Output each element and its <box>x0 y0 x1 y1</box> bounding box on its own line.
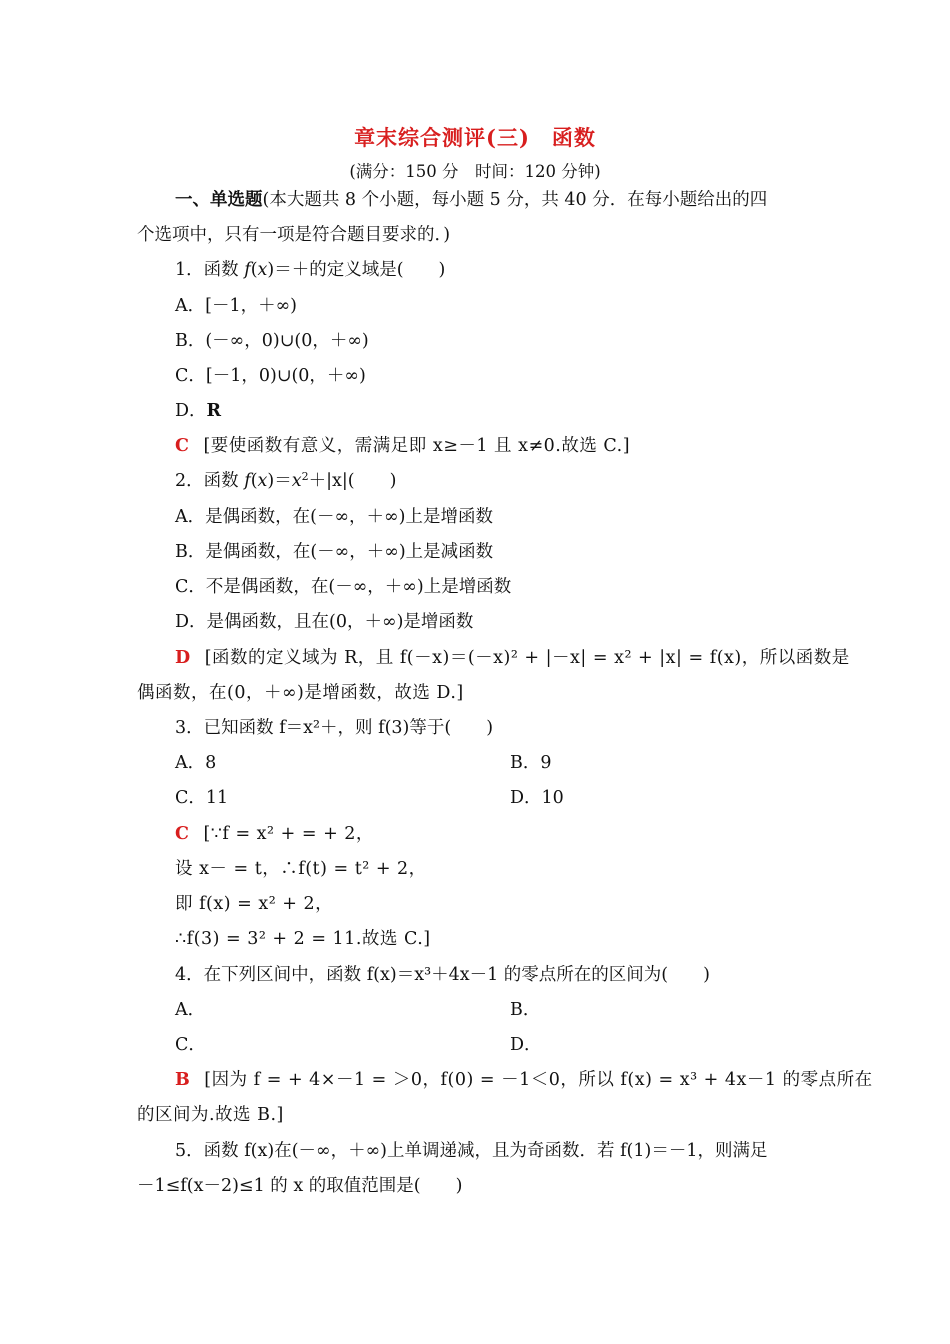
section-intro-line2: 个选项中，只有一项是符合题目要求的．) <box>137 225 451 245</box>
q3-option-a: A．8 <box>175 753 217 773</box>
q2-option-c: C．不是偶函数，在(－∞，＋∞)上是增函数 <box>175 577 512 597</box>
q4-option-a: A． <box>175 1000 206 1020</box>
q1-option-c: C．[－1，0)∪(0，＋∞) <box>175 366 366 386</box>
q4-stem: 4．在下列区间中，函数 f(x)＝x³＋4x－1 的零点所在的区间为( ) <box>175 965 710 985</box>
q2-stem: 2．函数 $f(x)=x^2+|x|$( ) <box>175 470 397 491</box>
q3-stem: 3．已知函数 f＝x²＋，则 f(3)等于( ) <box>175 718 494 738</box>
q3-solution-line2: 设 x－ = t，∴f(t) = t² + 2， <box>175 859 427 879</box>
q3-solution-line3: 即 f(x) = x² + 2， <box>175 894 334 914</box>
q2-answer: D <box>175 648 191 668</box>
q2-option-a: A．是偶函数，在(－∞，＋∞)上是增函数 <box>175 507 493 527</box>
q3-solution-line4: ∴f(3) = 3² + 2 = 11.故选 C.] <box>175 929 431 949</box>
page-title: 章末综合测评(三) 函数 <box>354 125 596 150</box>
section-heading: 一、单选题 <box>175 190 263 210</box>
q5-stem: 5．函数 f(x)在(－∞，＋∞)上单调递减，且为奇函数．若 f(1)＝－1，则满足 <box>175 1141 768 1161</box>
q3-option-d: D．10 <box>510 788 564 808</box>
section-intro <box>175 188 767 212</box>
q5-stem-line2: －1≤f(x－2)≤1 的 x 的取值范围是( ) <box>137 1176 463 1196</box>
q2-solution: D [函数的定义域为 R，且 f(－x)＝(－x)² + |－x| = x² + |x| = f(x)，所以函数是 <box>175 648 850 668</box>
q4-solution-line2: 的区间为.故选 B.] <box>137 1105 284 1125</box>
q4-solution: B [因为 f = + 4×－1 = ＞0，f(0) = －1＜0，所以 f(x) = x³ + 4x－1 的零点所在 <box>175 1070 873 1090</box>
q4-option-b: B． <box>510 1000 541 1020</box>
q3-option-c: C．11 <box>175 788 229 808</box>
q2-solution-line2: 偶函数，在(0，＋∞)是增函数，故选 D.] <box>137 683 464 703</box>
q1-stem: 1．函数 f(x)＝＋的定义域是( ) <box>175 260 446 280</box>
q1-option-d: D．R <box>175 401 222 421</box>
q2-option-b: B．是偶函数，在(－∞，＋∞)上是减函数 <box>175 542 494 562</box>
q4-option-c: C． <box>175 1035 206 1055</box>
q1-option-a: A．[－1，＋∞) <box>175 296 298 316</box>
q2-option-d: D．是偶函数，且在(0，＋∞)是增函数 <box>175 612 474 632</box>
q3-answer: C <box>175 824 190 844</box>
q1-option-b: B．(－∞，0)∪(0，＋∞) <box>175 331 369 351</box>
q1-answer: C <box>175 436 190 456</box>
q4-option-d: D． <box>510 1035 542 1055</box>
q3-option-b: B．9 <box>510 753 552 773</box>
q3-solution: C [∵f = x² + = + 2， <box>175 824 374 844</box>
section-intro-line1: (本大题共 8 个小题，每小题 5 分，共 40 分．在每小题给出的四 <box>262 190 768 210</box>
q4-answer: B <box>175 1070 191 1090</box>
q1-solution: C [要使函数有意义，需满足即 x≥－1 且 x≠0.故选 C.] <box>175 436 631 456</box>
exam-info: (满分：150 分 时间：120 分钟) <box>349 162 601 181</box>
